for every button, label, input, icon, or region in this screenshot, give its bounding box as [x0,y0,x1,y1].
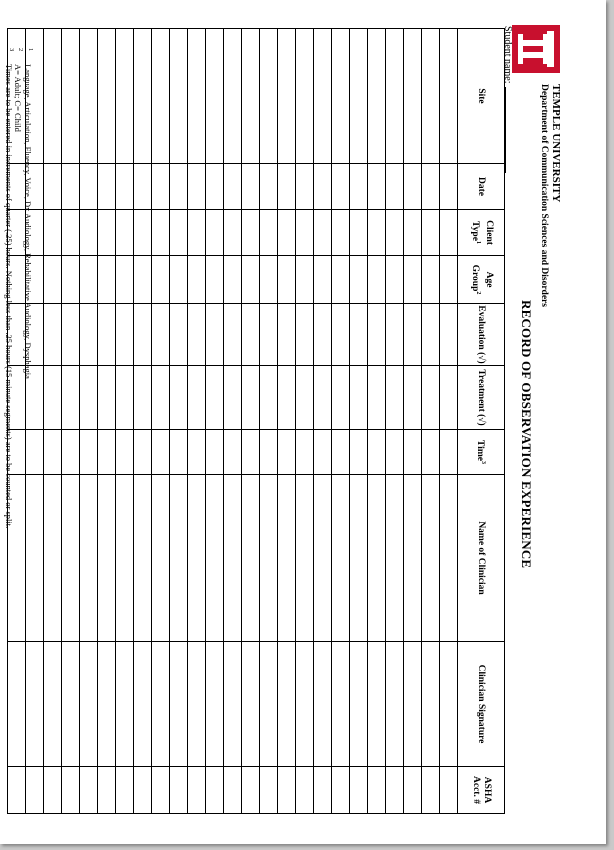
table-cell[interactable] [116,430,134,475]
table-row [404,29,422,814]
table-cell[interactable] [440,430,458,475]
table-cell[interactable] [242,430,260,475]
table-cell[interactable] [296,304,314,366]
table-cell[interactable] [260,29,278,164]
table-cell[interactable] [260,767,278,814]
table-cell[interactable] [44,475,62,642]
footnote-text: A= Adult; C= Child [13,64,24,132]
table-cell[interactable] [152,164,170,210]
table-row [440,29,458,814]
table-cell[interactable] [98,366,116,430]
table-cell[interactable] [152,475,170,642]
table-cell[interactable] [296,767,314,814]
table-cell[interactable] [170,642,188,767]
table-cell[interactable] [224,767,242,814]
table-cell[interactable] [134,475,152,642]
table-cell[interactable] [44,256,62,304]
table-cell[interactable] [314,29,332,164]
table-cell[interactable] [152,210,170,256]
table-cell[interactable] [332,29,350,164]
table-cell[interactable] [296,29,314,164]
table-cell[interactable] [368,29,386,164]
footnote-number: 3 [8,48,15,52]
table-cell[interactable] [44,430,62,475]
table-cell[interactable] [440,767,458,814]
table-cell[interactable] [278,767,296,814]
table-row [152,29,170,814]
table-row [116,29,134,814]
table-cell[interactable] [368,366,386,430]
table-cell[interactable] [62,430,80,475]
table-cell[interactable] [314,304,332,366]
table-cell[interactable] [80,767,98,814]
table-cell[interactable] [260,210,278,256]
table-cell[interactable] [98,767,116,814]
table-cell[interactable] [260,304,278,366]
table-cell[interactable] [278,475,296,642]
table-row [296,29,314,814]
table-cell[interactable] [224,304,242,366]
table-row [368,29,386,814]
footnote-text: Language, Articulation, Fluency, Voice, Dx Audiology, Rehabilitative Audiology, Dysphagia [23,64,33,379]
table-cell[interactable] [242,767,260,814]
table-cell[interactable] [80,366,98,430]
table-cell[interactable] [62,210,80,256]
table-row [260,29,278,814]
table-cell[interactable] [350,256,368,304]
table-cell[interactable] [206,366,224,430]
observation-table [7,28,505,814]
table-cell[interactable] [368,210,386,256]
table-cell[interactable] [368,475,386,642]
table-cell[interactable] [134,210,152,256]
table-cell[interactable] [422,366,440,430]
table-cell[interactable] [80,210,98,256]
table-cell[interactable] [170,475,188,642]
table-cell[interactable] [440,210,458,256]
table-cell[interactable] [422,767,440,814]
table-body [8,29,458,814]
table-cell[interactable] [206,210,224,256]
table-cell[interactable] [350,366,368,430]
table-cell[interactable] [134,256,152,304]
table-cell[interactable] [368,256,386,304]
table-cell[interactable] [224,210,242,256]
footnote [13,48,23,528]
table-cell[interactable] [188,304,206,366]
table-cell[interactable] [404,256,422,304]
table-cell[interactable] [440,304,458,366]
table-cell[interactable] [170,304,188,366]
table-cell[interactable] [188,164,206,210]
table-cell[interactable] [98,430,116,475]
table-cell[interactable] [260,366,278,430]
table-cell[interactable] [260,256,278,304]
table-cell[interactable] [152,29,170,164]
column-header: Site [458,29,505,164]
table-cell[interactable] [206,767,224,814]
table-cell[interactable] [440,256,458,304]
table-cell[interactable] [80,29,98,164]
table-cell[interactable] [26,767,44,814]
table-cell[interactable] [278,164,296,210]
department-name: Department of Communication Sciences and Disorders [539,84,549,307]
table-cell[interactable] [350,767,368,814]
table-cell[interactable] [296,430,314,475]
table-cell[interactable] [242,642,260,767]
table-cell[interactable] [368,164,386,210]
table-cell[interactable] [404,475,422,642]
table-cell[interactable] [386,164,404,210]
table-cell[interactable] [332,430,350,475]
table-cell[interactable] [260,164,278,210]
table-row [422,29,440,814]
table-cell[interactable] [98,29,116,164]
table-cell[interactable] [440,475,458,642]
table-cell[interactable] [170,256,188,304]
table-cell[interactable] [170,767,188,814]
table-cell[interactable] [422,475,440,642]
table-row [278,29,296,814]
table-cell[interactable] [278,29,296,164]
table-cell[interactable] [404,642,422,767]
table-cell[interactable] [440,366,458,430]
table-cell[interactable] [206,475,224,642]
table-cell[interactable] [44,767,62,814]
table-cell[interactable] [98,256,116,304]
table-cell[interactable] [422,430,440,475]
table-cell[interactable] [116,210,134,256]
table-cell[interactable] [170,210,188,256]
table-cell[interactable] [296,642,314,767]
table-cell[interactable] [296,475,314,642]
table-cell[interactable] [332,256,350,304]
table-cell[interactable] [98,164,116,210]
table-cell[interactable] [62,256,80,304]
table-cell[interactable] [188,475,206,642]
student-name-line[interactable] [505,87,515,173]
table-cell[interactable] [44,210,62,256]
table-cell[interactable] [206,29,224,164]
student-name-label: Student name: [502,26,513,84]
table-cell[interactable] [188,256,206,304]
table-cell[interactable] [350,475,368,642]
table-cell[interactable] [404,164,422,210]
table-cell[interactable] [332,475,350,642]
table-cell[interactable] [332,767,350,814]
table-cell[interactable] [386,475,404,642]
table-cell[interactable] [116,304,134,366]
table-cell[interactable] [116,29,134,164]
table-row [188,29,206,814]
table-cell[interactable] [98,475,116,642]
table-row [80,29,98,814]
table-row [386,29,404,814]
temple-logo [512,25,560,73]
table-cell[interactable] [224,642,242,767]
table-cell[interactable] [98,210,116,256]
table-cell[interactable] [242,210,260,256]
table-cell[interactable] [188,366,206,430]
table-cell[interactable] [134,767,152,814]
table-cell[interactable] [80,304,98,366]
table-cell[interactable] [422,29,440,164]
table-cell[interactable] [422,164,440,210]
table-cell[interactable] [224,475,242,642]
table-cell[interactable] [278,430,296,475]
table-cell[interactable] [314,256,332,304]
table-cell[interactable] [80,430,98,475]
table-row [242,29,260,814]
university-name: TEMPLE UNIVERSITY [550,84,562,203]
table-cell[interactable] [314,164,332,210]
table-cell[interactable] [404,304,422,366]
table-cell[interactable] [170,366,188,430]
table-cell[interactable] [242,164,260,210]
table-cell[interactable] [332,210,350,256]
table-cell[interactable] [206,256,224,304]
table-cell[interactable] [386,210,404,256]
table-cell[interactable] [206,304,224,366]
table-cell[interactable] [188,29,206,164]
footnote-number: 2 [17,48,25,52]
table-cell[interactable] [80,256,98,304]
table-cell[interactable] [440,164,458,210]
table-cell[interactable] [242,366,260,430]
table-cell[interactable] [296,164,314,210]
table-cell[interactable] [116,164,134,210]
footnotes [4,48,33,528]
table-row [314,29,332,814]
table-cell[interactable] [152,256,170,304]
table-cell[interactable] [8,642,26,767]
table-cell[interactable] [404,767,422,814]
table-cell[interactable] [188,642,206,767]
table-cell[interactable] [314,210,332,256]
table-row [62,29,80,814]
column-header: Name of Clinician [458,475,505,642]
table-cell[interactable] [242,304,260,366]
form-title: RECORD OF OBSERVATION EXPERIENCE [519,300,534,569]
table-cell[interactable] [386,642,404,767]
table-row [206,29,224,814]
table-cell[interactable] [350,642,368,767]
table-cell[interactable] [152,304,170,366]
table-cell[interactable] [404,210,422,256]
table-cell[interactable] [26,642,44,767]
table-row [170,29,188,814]
table-cell[interactable] [170,29,188,164]
table-cell[interactable] [314,642,332,767]
table-cell[interactable] [44,642,62,767]
table-cell[interactable] [278,366,296,430]
table-cell[interactable] [62,475,80,642]
table-cell[interactable] [116,642,134,767]
table-cell[interactable] [440,642,458,767]
table-cell[interactable] [224,366,242,430]
table-cell[interactable] [314,767,332,814]
table-cell[interactable] [152,366,170,430]
table-cell[interactable] [332,304,350,366]
table-cell[interactable] [62,304,80,366]
table-header-row [458,29,505,814]
table-cell[interactable] [116,366,134,430]
table-cell[interactable] [98,642,116,767]
table-cell[interactable] [134,642,152,767]
table-cell[interactable] [206,164,224,210]
table-cell[interactable] [350,430,368,475]
table-cell[interactable] [152,430,170,475]
table-row [134,29,152,814]
table-cell[interactable] [62,366,80,430]
table-cell[interactable] [242,475,260,642]
table-cell[interactable] [404,29,422,164]
table-cell[interactable] [332,164,350,210]
table-cell[interactable] [350,164,368,210]
table-cell[interactable] [80,164,98,210]
table-cell[interactable] [116,767,134,814]
table-cell[interactable] [332,366,350,430]
table-row [98,29,116,814]
table-cell[interactable] [44,366,62,430]
table-cell[interactable] [224,256,242,304]
table-cell[interactable] [350,304,368,366]
table-cell[interactable] [134,304,152,366]
table-cell[interactable] [440,29,458,164]
table-cell[interactable] [314,475,332,642]
table-cell[interactable] [296,256,314,304]
table-cell[interactable] [296,366,314,430]
table-cell[interactable] [134,29,152,164]
table-cell[interactable] [386,430,404,475]
table-cell[interactable] [44,304,62,366]
table-cell[interactable] [206,430,224,475]
table-cell[interactable] [80,475,98,642]
table-cell[interactable] [62,29,80,164]
column-header: Evaluation (√) [458,304,505,366]
table-cell[interactable] [62,767,80,814]
table-cell[interactable] [134,366,152,430]
table-cell[interactable] [368,767,386,814]
footnote-number: 1 [27,48,34,52]
table-cell[interactable] [386,256,404,304]
column-header: Time$^3$ [458,430,505,475]
table-cell[interactable] [386,366,404,430]
table-cell[interactable] [224,430,242,475]
table-cell[interactable] [260,642,278,767]
table-cell[interactable] [422,210,440,256]
table-cell[interactable] [116,475,134,642]
column-header: Treatment (√) [458,366,505,430]
table-cell[interactable] [260,430,278,475]
footnote [4,48,14,528]
table-cell[interactable] [188,210,206,256]
table-row [44,29,62,814]
column-header: Clinician Signature [458,642,505,767]
table-cell[interactable] [368,642,386,767]
table-cell[interactable] [152,767,170,814]
table-cell[interactable] [386,29,404,164]
table-cell[interactable] [116,256,134,304]
table-cell[interactable] [386,767,404,814]
table-cell[interactable] [8,767,26,814]
column-header: Client Type$^1$ [458,210,505,256]
table-cell[interactable] [152,642,170,767]
table-cell[interactable] [188,430,206,475]
table-cell[interactable] [242,29,260,164]
table-cell[interactable] [242,256,260,304]
table-cell[interactable] [98,304,116,366]
table-cell[interactable] [134,430,152,475]
table-cell[interactable] [332,642,350,767]
table-row [332,29,350,814]
table-cell[interactable] [224,164,242,210]
table-cell[interactable] [170,164,188,210]
table-cell[interactable] [206,642,224,767]
table-cell[interactable] [278,642,296,767]
table-cell[interactable] [134,164,152,210]
table-row [224,29,242,814]
table-cell[interactable] [422,642,440,767]
table-cell[interactable] [386,304,404,366]
table-cell[interactable] [224,29,242,164]
table-cell[interactable] [44,29,62,164]
table-cell[interactable] [260,475,278,642]
footnote [23,48,33,528]
footnote-text: Times are to be entered in increments of quarter (.25) hours. Nothing less than .25 hours (15 minute segments) are to be counted or split. [4,64,14,529]
table-cell[interactable] [278,304,296,366]
table-cell[interactable] [368,430,386,475]
table-cell[interactable] [422,304,440,366]
column-header: Date [458,164,505,210]
table-cell[interactable] [278,256,296,304]
table-cell[interactable] [62,642,80,767]
table-cell[interactable] [404,366,422,430]
table-cell[interactable] [278,210,296,256]
table-cell[interactable] [350,210,368,256]
table-cell[interactable] [404,430,422,475]
column-header: ASHA Acct. # [458,767,505,814]
table-cell[interactable] [80,642,98,767]
table-cell[interactable] [170,430,188,475]
table-cell[interactable] [314,366,332,430]
table-cell[interactable] [314,430,332,475]
table-cell[interactable] [44,164,62,210]
table-cell[interactable] [350,29,368,164]
table-cell[interactable] [62,164,80,210]
table-cell[interactable] [368,304,386,366]
table-cell[interactable] [422,256,440,304]
table-row [350,29,368,814]
table-cell[interactable] [296,210,314,256]
table-cell[interactable] [188,767,206,814]
column-header: Age Group$^2$ [458,256,505,304]
